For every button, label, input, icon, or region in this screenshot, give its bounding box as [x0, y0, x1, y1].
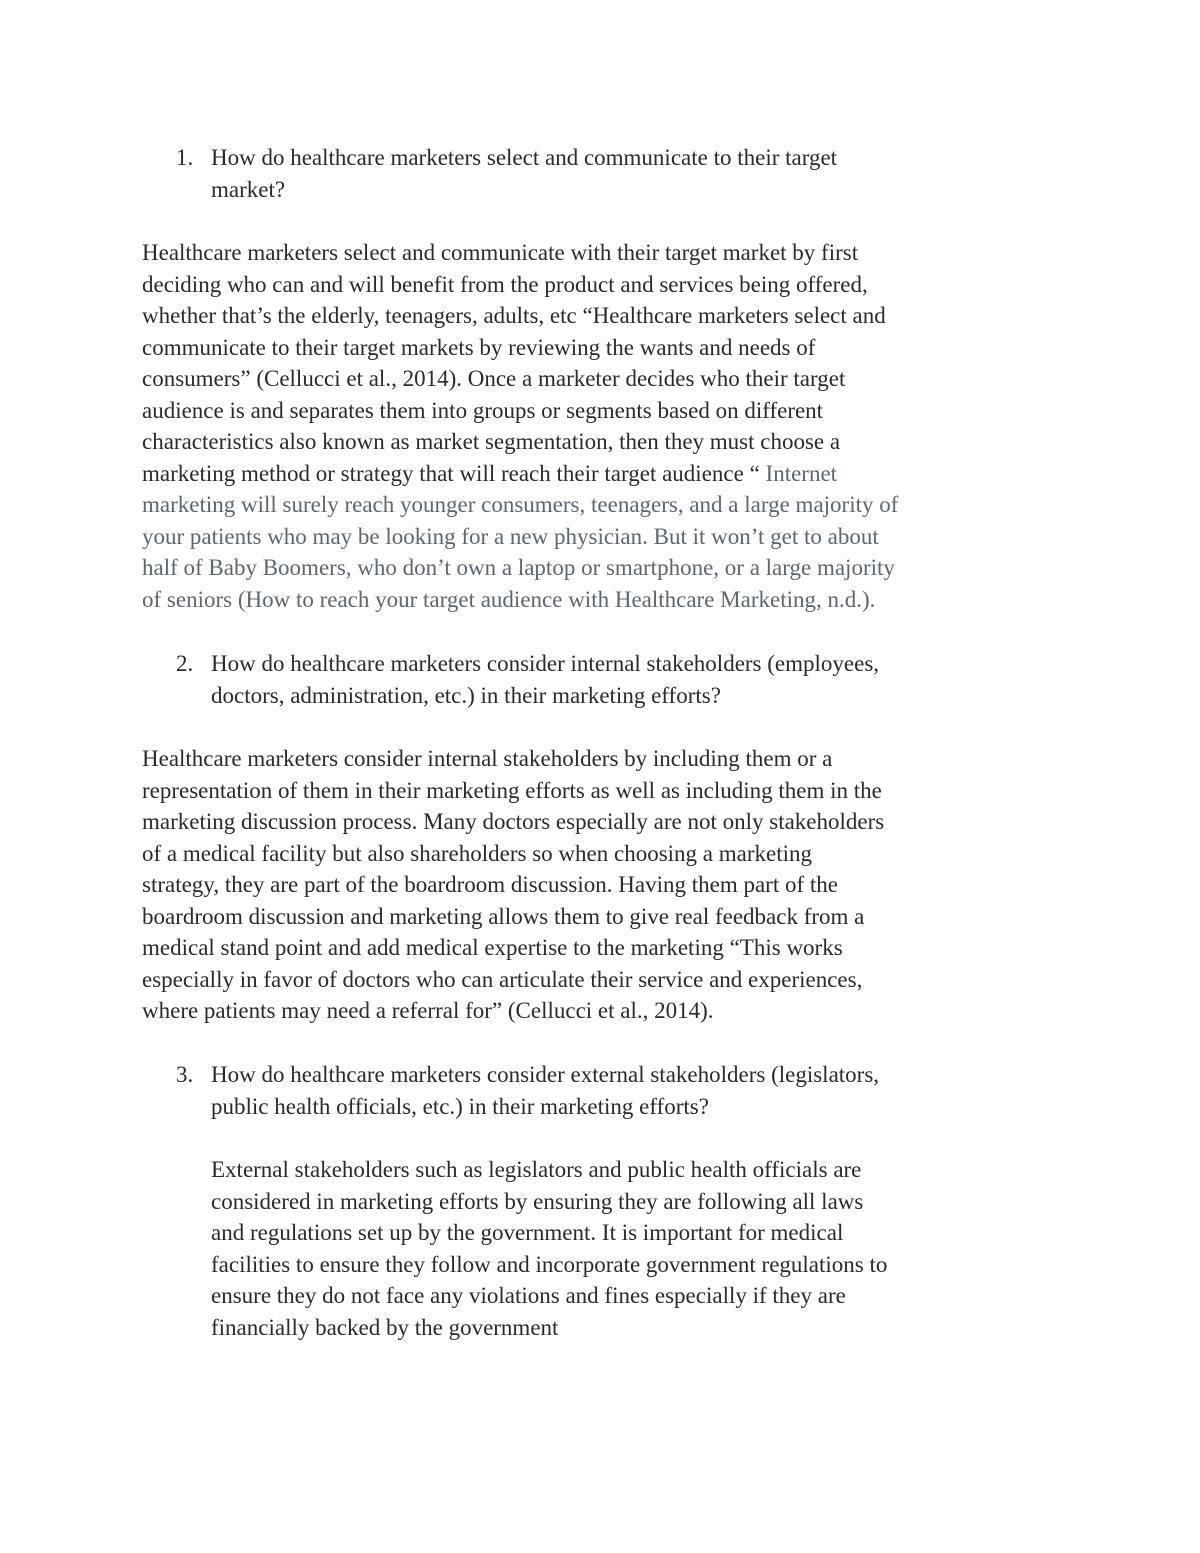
answer-text-line: facilities to ensure they follow and incorporate government regulations to — [211, 1251, 888, 1277]
answer-text: marketing method or strategy that will reach their target audience “ — [142, 460, 766, 486]
quoted-text-line: half of Baby Boomers, who don’t own a laptop or smartphone, or a large majority — [142, 555, 895, 580]
answer-text-line: External stakeholders such as legislators and public health officials are — [211, 1157, 862, 1182]
answer-text-line: deciding who can and will benefit from the product and services being offered, — [142, 271, 868, 297]
quoted-text-line: your patients who may be looking for a new physician. But it won’t get to about — [142, 523, 879, 549]
answer-text-line: ensure they do not face any violations and fines especially if they are — [211, 1283, 846, 1308]
question-number: 1. — [176, 145, 194, 170]
answer-text-line: especially in favor of doctors who can articulate their service and experiences, — [142, 966, 863, 992]
answer-text-line: audience is and separates them into groups or segments based on different — [142, 397, 824, 423]
answer-text-line: Healthcare marketers consider internal stakeholders by including them or a — [142, 746, 833, 771]
question-number: 3. — [176, 1062, 194, 1087]
answer-text-line: communicate to their target markets by reviewing the wants and needs of — [142, 334, 816, 360]
question-text-line: public health officials, etc.) in their marketing efforts? — [211, 1093, 709, 1119]
answer-text-line: strategy, they are part of the boardroom discussion. Having them part of the — [142, 872, 838, 897]
quoted-text-line: marketing will surely reach younger consumers, teenagers, and a large majority of — [142, 492, 899, 517]
quoted-text: Internet — [765, 460, 838, 486]
answer-text-line: Healthcare marketers select and communicate with their target market by first — [142, 240, 859, 265]
answer-text-line: boardroom discussion and marketing allows them to give real feedback from a — [142, 903, 865, 929]
answer-text-line — [142, 458, 837, 490]
answer-text-line: financially backed by the government — [211, 1314, 559, 1340]
answer-text-line: where patients may need a referral for” (Cellucci et al., 2014). — [142, 998, 714, 1023]
answer-text-line: consumers” (Cellucci et al., 2014). Once a marketer decides who their target — [142, 366, 846, 391]
question-text-line: market? — [211, 176, 286, 202]
answer-text-line: representation of them in their marketing efforts as well as including them in the — [142, 777, 882, 803]
answer-text-line: of a medical facility but also shareholders so when choosing a marketing — [142, 840, 812, 866]
answer-text-line: medical stand point and add medical expertise to the marketing “This works — [142, 935, 843, 960]
answer-text-line: marketing discussion process. Many doctors especially are not only stakeholders — [142, 809, 885, 834]
question-number: 2. — [176, 651, 194, 676]
quoted-text-line: of seniors (How to reach your target audience with Healthcare Marketing, n.d.). — [142, 586, 876, 612]
question-text-line: How do healthcare marketers consider internal stakeholders (employees, — [211, 651, 880, 676]
answer-text-line: characteristics also known as market segmentation, then they must choose a — [142, 429, 841, 454]
question-text-line: doctors, administration, etc.) in their marketing efforts? — [211, 682, 721, 708]
answer-text-line: whether that’s the elderly, teenagers, adults, etc “Healthcare marketers select and — [142, 303, 886, 328]
question-text-line: How do healthcare marketers consider external stakeholders (legislators, — [211, 1062, 880, 1087]
answer-text-line: considered in marketing efforts by ensuring they are following all laws — [211, 1188, 864, 1214]
answer-text-line: and regulations set up by the government. It is important for medical — [211, 1220, 844, 1245]
question-text-line: How do healthcare marketers select and communicate to their target — [211, 145, 838, 170]
